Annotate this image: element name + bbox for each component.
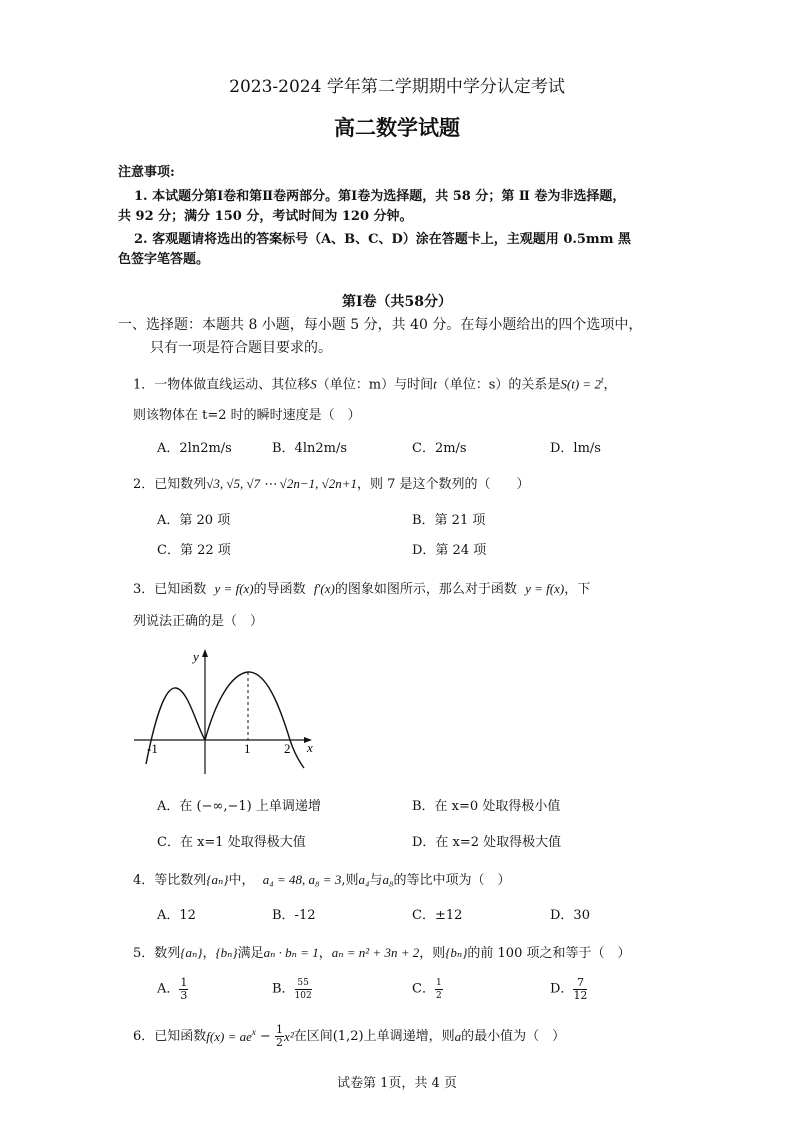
q1-stem: 1．一物体做直线运动、其位移S（单位：m）与时间t（单位：s）的关系是$S(t) = 2^t$， (133, 375, 617, 393)
q3-line2: 列说法正确的是（ ） (133, 614, 264, 629)
q4-condition: a₄ = 48, a₈ = 3 (262, 872, 342, 887)
tick-minus-1: -1 (147, 741, 158, 756)
q3-option-a: A．在 (−∞,−1) 上单调递增 (157, 799, 321, 814)
page-footer: 试卷第 1页，共 4 页 (337, 1076, 457, 1091)
part1-heading: 第Ⅰ卷（共58分） (341, 294, 453, 310)
q5-option-d: D． $\frac{7}{12}$ (550, 976, 588, 1002)
q3-option-b: B．在 x=0 处取得极小值 (412, 799, 561, 814)
section-line2: 只有一项是符合题目要求的。 (150, 340, 332, 356)
q5-option-a: A． $\frac{1}{3}$ (157, 976, 188, 1002)
q2-option-d: D．第 24 项 (412, 543, 487, 558)
q1-formula: S(t) = 2 (560, 376, 601, 392)
q5-option-b: B． $\frac{55}{102}$ (272, 978, 312, 1001)
q1-line2: 则该物体在 t=2 时的瞬时速度是（ ） (133, 408, 361, 423)
q2-stem: 2．已知数列√3, √5, √7 ⋯ √2n−1, √2n+1，则 7 是这个数列的（ ） (133, 476, 530, 492)
q2-option-c: C．第 22 项 (157, 543, 231, 558)
notice-item2-line1: 2. 客观题请将选出的答案标号（A、B、C、D）涂在答题卡上，主观题用 0.5mm 黑 (134, 232, 631, 247)
q1-option-c: C．2m/s (412, 441, 467, 456)
exam-title: 2023-2024 学年第二学期期中学分认定考试 (229, 77, 565, 97)
notice-item2-line2: 色签字笔答题。 (118, 252, 210, 267)
q4-option-d: D．30 (550, 908, 590, 923)
notice-item1-line1: 1. 本试题分第Ⅰ卷和第Ⅱ卷两部分。第Ⅰ卷为选择题，共 58 分；第 Ⅱ 卷为非选择题， (134, 189, 626, 204)
q1-option-b: B．4ln2m/s (272, 441, 348, 456)
notice-item1-line2: 共 92 分；满分 150 分，考试时间为 120 分钟。 (118, 209, 413, 224)
q3-option-d: D．在 x=2 处取得极大值 (412, 835, 562, 850)
q3-option-c: C．在 x=1 处取得极大值 (157, 835, 306, 850)
derivative-curve (146, 672, 304, 768)
q3-derivative-graph (130, 644, 320, 779)
section-line1: 一、选择题：本题共 8 小题，每小题 5 分，共 40 分。在每小题给出的四个选项中， (118, 317, 643, 333)
q4-option-b: B．-12 (272, 908, 316, 923)
notice-heading: 注意事项: (118, 165, 175, 180)
x-axis-label: x (307, 740, 313, 755)
q4-option-c: C．±12 (412, 908, 463, 923)
q2-option-a: A．第 20 项 (157, 513, 231, 528)
q6-stem: 6．已知函数$f(x) = ae^x$ − $\frac{1}{2}$ x²在区间(1,2)上单调递增，则a的最小值为（ ） (133, 1023, 566, 1050)
subject-title: 高二数学试题 (334, 115, 460, 140)
q2-sequence: √3, √5, √7 ⋯ √2n−1, √2n+1 (206, 476, 357, 491)
y-axis-arrow (202, 649, 208, 657)
q2-option-b: B．第 21 项 (412, 513, 486, 528)
q4-stem: 4．等比数列{aₙ}中， a₄ = 48, a₈ = 3,则a₄与a₈的等比中项为（ ） (133, 872, 511, 888)
q3-stem: 3．已知函数 y = f(x)的导函数 f′(x)的图象如图所示，那么对于函数 y = f(x)，下 (133, 581, 591, 597)
tick-1: 1 (244, 741, 251, 756)
q5-stem: 5．数列{aₙ}，{bₙ}满足aₙ · bₙ = 1，aₙ = n² + 3n + 2，则{bₙ}的前 100 项之和等于（ ） (133, 945, 631, 961)
y-axis-label: y (193, 649, 199, 664)
q1-option-a: A．2ln2m/s (157, 441, 232, 456)
q1-option-d: D．lm/s (550, 441, 601, 456)
q4-option-a: A．12 (157, 908, 196, 923)
q5-option-c: C． $\frac{1}{2}$ (412, 978, 442, 1001)
tick-2: 2 (284, 741, 291, 756)
